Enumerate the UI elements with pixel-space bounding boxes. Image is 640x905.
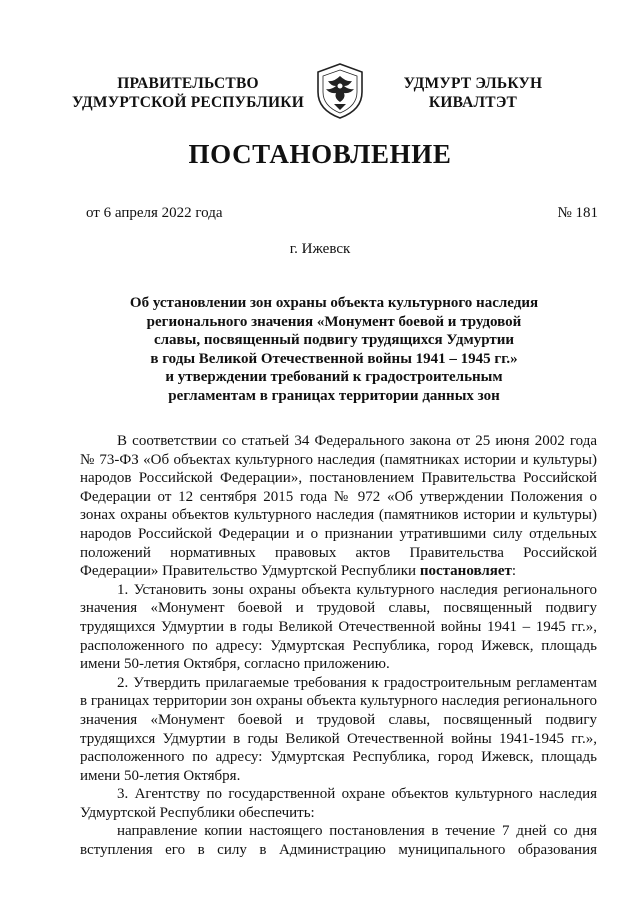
subject-line: Об установлении зон охраны объекта культурного наследия	[129, 295, 539, 311]
preamble-paragraph	[80, 432, 597, 581]
preamble-text: В соответствии со статьей 34 Федерального закона от 25 июня 2002 года № 73-ФЗ «Об объектах культурного наследия (памятниках истории и культуры) народов Российской Федерации», постановлением Правительства Российской Федерации от 12 сентября 2015 года № 972 «Об утверждении Положения о зонах охраны объектов культурного наследия (памятников истории и культуры) народов Российской Федерации и о признании утратившими силу отдельных положений нормативных правовых актов Правительства Российской Федерации» Правительство Удмуртской Республики	[80, 433, 597, 580]
government-name-line1: ПРАВИТЕЛЬСТВО	[117, 75, 259, 92]
item-1-paragraph: 1. Установить зоны охраны объекта культурного наследия регионального значения «Монумент боевой и трудовой славы, посвященный подвигу трудящихся Удмуртии в годы Великой Отечественной войны 1941 – 1945 гг.», расположенного по адресу: Удмуртская Республика, город Ижевск, площадь имени 50-летия Октября, согласно приложению.	[80, 581, 597, 673]
government-name-udmurt	[398, 74, 548, 112]
document-body	[80, 432, 597, 860]
document-title: ПОСТАНОВЛЕНИЕ	[188, 139, 452, 169]
item-3-paragraph: 3. Агентству по государственной охране объектов культурного наследия Удмуртской Республики обеспечить:	[80, 786, 597, 821]
preamble-colon: :	[511, 563, 517, 580]
government-name-russian	[72, 74, 304, 112]
subject-line: в годы Великой Отечественной войны 1941 – 1945 гг.»	[150, 350, 518, 367]
preamble-decision-word: постановляет	[419, 563, 512, 580]
document-number: № 181	[557, 205, 598, 221]
subject-line: регламентам в границах территории данных зон	[168, 387, 500, 404]
government-name-line2: УДМУРТСКОЙ РЕСПУБЛИКИ	[72, 94, 304, 111]
item-2-paragraph: 2. Утвердить прилагаемые требования к градостроительным регламентам в границах территории зон охраны объекта культурного наследия регионального значения «Монумент боевой и трудовой славы, посвященный подвигу трудящихся Удмуртии в годы Великой Отечественной войны 1941-1945 гг.», расположенного по адресу: Удмуртская Республика, город Ижевск, площадь имени 50-летия Октября.	[80, 674, 597, 784]
subject-line: славы, посвященный подвигу трудящихся Удмуртии	[153, 332, 515, 348]
document-subject	[110, 294, 558, 405]
document-city: г. Ижевск	[289, 241, 351, 257]
subject-line: регионального значения «Монумент боевой и трудовой	[146, 313, 522, 330]
subject-line: и утверждении требований к градостроительным	[165, 369, 503, 385]
government-name-udmurt-line2: КИВАЛТЭТ	[428, 94, 518, 111]
item-3-subparagraph: направление копии настоящего постановления в течение 7 дней со дня вступления его в силу в Администрацию муниципального образования	[80, 823, 597, 859]
document-date: от 6 апреля 2022 года	[86, 205, 223, 221]
government-name-udmurt-line1: УДМУРТ ЭЛЬКУН	[403, 75, 543, 92]
udmurt-coat-of-arms-icon	[314, 62, 366, 120]
